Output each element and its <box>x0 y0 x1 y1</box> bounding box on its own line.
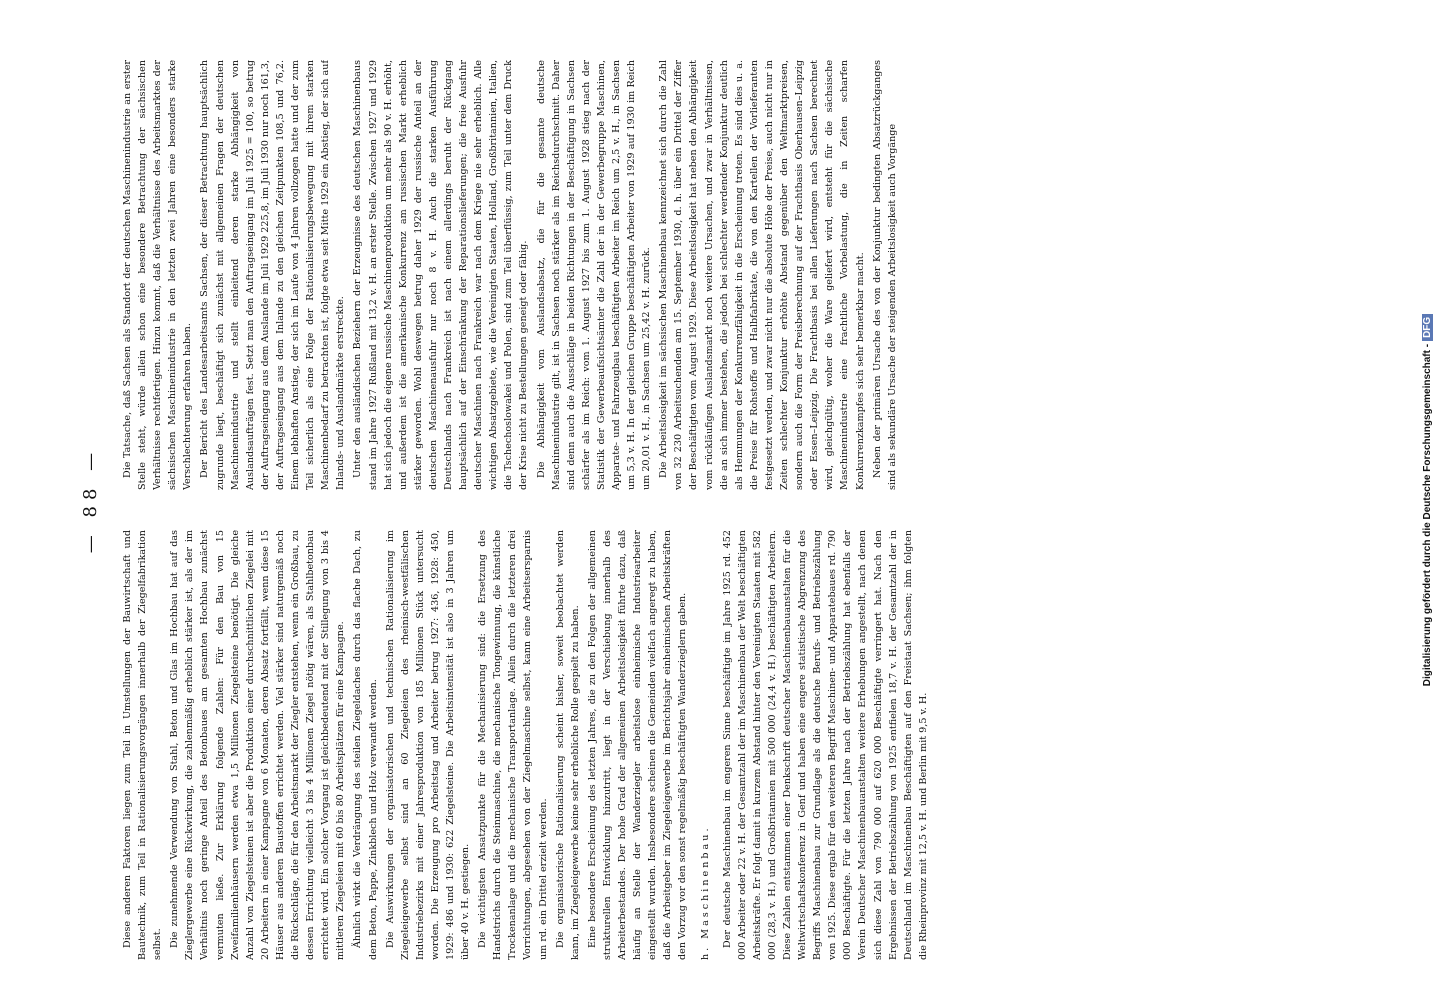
paragraph: Ähnlich wirkt die Verdrängung des steilen Ziegeldaches durch das flache Dach, zu dem Beton, Pappe, Zinkblech und Holz verwandt werden. <box>352 530 379 960</box>
paragraph: Die Arbeitslosigkeit im sächsischen Maschinenbau kennzeichnet sich durch die Zahl von 32 230 Arbeitsuchenden am 15. September 1930, d. h. über ein Drittel der Ziffer der Beschäftigten vom August 1929. Diese Arbeitslosigkeit hat neben den Abhängigkeit vom rückläufigen Auslandsmarkt noch weitere Ursachen, und zwar in Verhältnissen, die an sich immer bestehen, die jedoch bei schlechter werdender Konjunktur deutlich als Hemmungen der Konkurrenzfähigkeit in die Erscheinung treten. Es sind dies u. a. die Preise für Rohstoffe und Halbfabrikate, die von den Kartellen der Vorlieferanten festgesetzt werden, und zwar nicht nur die absolute Höhe der Preise, auch nicht nur in Zeiten schlechter Konjunktur erhöhte Abstand gegenüber den Weltmarktpreisen, sondern auch die Form der Preisberechnung auf der Frachtbasis Oberhausen–Leipzig oder Essen–Leipzig. Die Frachtbasis bei allen Lieferungen nach Sachsen berechnet wird, gleichgültig, woher die Ware geliefert wird, entsteht für die sächsische Maschinenindustrie eine frachtliche Vorbelastung, die in Zeiten scharfen Konkurrenzkampfes sich sehr bemerkbar macht. <box>658 60 866 490</box>
paragraph: Die zunehmende Verwendung von Stahl, Beton und Glas im Hochbau hat auf das Zieglergewerbe eine Rückwirkung, die zahlenmäßig erheblich stärker ist, als der im Verhältnis noch geringe Anteil des Betonbaues am gesamten Hochbau zunächst vermuten ließe. Zur Erklärung folgende Zahlen: Für den Bau von 15 Zweifamilienhäusern werden etwa 1,5 Millionen Ziegelsteine benötigt. Die gleiche Anzahl von Ziegelsteinen ist aber die Produktion einer durchschnittlichen Ziegelei mit 20 Arbeitern in einer Kampagne von 6 Monaten, deren Absatz fortfällt, wenn diese 15 Häuser aus anderen Baustoffen errichtet werden. Viel stärker sind naturgemäß noch die Rückschläge, die für den Arbeitsmarkt der Ziegler entstehen, wenn ein Großbau, zu dessen Errichtung vielleicht 3 bis 4 Millionen Ziegel nötig wären, als Stahlbetonbau errichtet wird. Ein solcher Vorgang ist gleichbedeutend mit der Stillegung von 3 bis 4 mittleren Ziegeleien mit 60 bis 80 Arbeitsplätzen für eine Kampagne. <box>169 530 347 960</box>
paragraph: Die Abhängigkeit vom Auslandsabsatz, die für die gesamte deutsche Maschinenindustrie gilt, ist in Sachsen noch stärker als im Reichsdurchschnitt. Daher sind denn auch die Ausschläge in beiden Richtungen in der Beschäftigung in Sachsen schärfer als im Reich: vom 1. August 1927 bis zum 1. August 1928 stieg nach der Statistik der Gewerbeaufsichtsämter die Zahl der in der Gewerbegruppe Maschinen, Apparate- und Fahrzeugbau beschäftigten Arbeiter im Reich um 2,5 v. H., in Sachsen um 5,3 v. H. In der gleichen Gruppe beschäftigten Arbeiter von 1929 auf 1930 im Reich um 20,01 v. H., in Sachsen um 25,42 v. H. zurück. <box>535 60 653 490</box>
digitization-credit <box>1419 0 1434 1000</box>
paragraph: Neben der primären Ursache des von der Konjunktur bedingten Absatzrückganges sind als sekundäre Ursache der steigenden Arbeitslosigkeit auch Vorgänge <box>871 60 898 490</box>
paragraph: Eine besondere Erscheinung des letzten Jahres, die zu den Folgen der allgemeinen strukturellen Entwicklung hinzutritt, liegt in der Verschiebung innerhalb des Arbeiterbestandes. Der hohe Grad der allgemeinen Arbeitslosigkeit führte dazu, daß häufig an Stelle der Wanderziegler arbeitslose einheimische Industriearbeiter eingestellt wurden. Insbesondere scheinen die Gemeinden vielfach angeregt zu haben, daß die Arbeitgeber im Ziegeleigewerbe im Berichtsjahr einheimischen Arbeitskräften den Vorzug vor den sonst regelmäßig beschäftigten Wanderzieglern gaben. <box>586 530 689 960</box>
paragraph: Der Bericht des Landesarbeitsamts Sachsen, der dieser Betrachtung hauptsächlich zugrunde liegt, beschäftigt sich zunächst mit allgemeinen Fragen der deutschen Maschinenindustrie und stellt einleitend deren starke Abhängigkeit von Auslandsaufträgen fest. Setzt man den Auftragseingang im Juli 1925 = 100, so betrug der Auftragseingang aus dem Auslande im Juli 1929 225,8, im Juli 1930 nur noch 161,3, der Auftragseingang aus dem Inlande zu den gleichen Zeitpunkten 108,5 und 76,2. Einem lebhaften Anstieg, der sich im Laufe von 4 Jahren vollzogen hatte und der zum Teil sicherlich als eine Folge der Rationalisierungsbewegung mit ihrem starken Maschinenbedarf zu betrachten ist, folgte etwa seit Mitte 1929 ein Abstieg, der sich auf Inlands- und Auslandmärkte erstreckte. <box>199 60 347 490</box>
paragraph: Die wichtigsten Ansatzpunkte für die Mechanisierung sind: die Ersetzung des Handstrichs durch die Steinmaschine, die mechanische Tongewinnung, die künstliche Trockenanlage und die mechanische Transportanlage. Allein durch die letzteren drei Vorrichtungen, abgesehen von der Ziegelmaschine selbst, kann eine Arbeitsersparnis um rd. ein Drittel erzielt werden. <box>477 530 549 960</box>
paragraph: Diese anderen Faktoren liegen zum Teil in Umstellungen der Bauwirtschaft und Bautechnik, zum Teil in Rationalisierungsvorgängen innerhalb der Ziegelfabrikation selbst. <box>122 530 164 960</box>
right-text-column <box>120 60 1320 490</box>
page-number-header: — 88 — <box>80 446 101 554</box>
paragraph: Die Tatsache, daß Sachsen als Standort der deutschen Maschinenindustrie an erster Stelle steht, würde allein schon eine besondere Betrachtung der sächsischen Verhältnisse rechtfertigen. Hinzu kommt, daß die Verhältnisse des Arbeitsmarktes der sächsischen Maschinenindustrie in den letzten zwei Jahren eine besonders starke Verschlechterung erfahren haben. <box>122 60 194 490</box>
section-heading: h. Maschinenbau. <box>700 825 712 960</box>
credit-text: Digitalisierung gefördert durch die Deutsche Forschungsgemeinschaft - <box>1422 343 1433 687</box>
digitization-credit-strip <box>1416 0 1434 1000</box>
paragraph: Unter den ausländischen Beziehern der Erzeugnisse des deutschen Maschinenbaus stand im Jahre 1927 Rußland mit 13,2 v. H. an erster Stelle. Zwischen 1927 und 1929 hat sich jedoch die eigene russische Maschinenproduktion um mehr als 90 v. H. erhöht, und außerdem ist die amerikanische Konkurrenz am russischen Markt erheblich stärker geworden. Wohl deswegen betrug daher 1929 der russische Anteil an der deutschen Maschinenausfuhr nur noch 8 v. H. Auch die starken Ausführung Deutschlands nach Frankreich ist nach einem allerdings beruht der Rückgang hauptsächlich auf der Einschränkung der Reparationslieferungen; die freie Ausfuhr deutscher Maschinen nach Frankreich war nach dem Kriege nie sehr erheblich. Alle wichtigen Absatzgebiete, wie die Vereinigten Staaten, Holland, Großbritannien, Italien, die Tschechoslowakei und Polen, sind zum Teil überflüssig, zum Teil unter dem Druck der Krise nicht zu Bestellungen geneigt oder fähig. <box>352 60 530 490</box>
paragraph: Der deutsche Maschinenbau im engeren Sinne beschäftigte im Jahre 1925 rd. 452 000 Arbeiter oder 22 v. H. der Gesamtzahl der im Maschinenbau der Welt beschäftigten Arbeitskräfte. Er folgt damit in kurzem Abstand hinter den Vereinigten Staaten mit 582 000 (28,3 v. H.) und Großbritannien mit 500 000 (24,4 v. H.) beschäftigten Arbeitern. Diese Zahlen entstammen einer Denkschrift deutscher Maschinenbauanstalten für die Weltwirtschaftskonferenz in Genf und haben eine engere statistische Abgrenzung des Begriffs Maschinenbau zur Grundlage als die deutsche Berufs- und Betriebszählung von 1925. Diese ergab für den weiteren Begriff Maschinen- und Apparatebaues rd. 790 000 Beschäftigte. Für die letzten Jahre nach der Betriebszählung hat ebenfalls der Verein Deutscher Maschinenbauanstalten weitere Erhebungen angestellt, nach denen sich diese Zahl von 790 000 auf 620 000 Beschäftigte verringert hat. Nach den Ergebnissen der Betriebszählung von 1925 entfielen 18,7 v. H. der Gesamtzahl der in Deutschland im Maschinenbau Beschäftigten auf den Freistaat Sachsen; ihm folgten die Rheinprovinz mit 12,5 v. H. und Berlin mit 9,5 v. H. <box>721 530 929 960</box>
dfg-logo-badge: DFG <box>1422 314 1433 341</box>
paragraph: Die Auswirkungen der organisatorischen und technischen Rationalisierung im Ziegeleigewerbe selbst sind an 60 Ziegeleien des rheinisch-westfälischen Industriebezirks mit einer Jahresproduktion von 185 Millionen Stück untersucht worden. Die Erzeugung pro Arbeitstag und Arbeiter betrug 1927: 436, 1928: 450, 1929: 486 und 1930: 622 Ziegelsteine. Die Arbeitsintensität ist also in 3 Jahren um über 40 v. H. gestiegen. <box>384 530 472 960</box>
left-text-column <box>120 530 1320 960</box>
paragraph: Die organisatorische Rationalisierung scheint bisher, soweit beobachtet werden kann, im Ziegeleigewerbe keine sehr erhebliche Rolle gespielt zu haben. <box>554 530 581 960</box>
